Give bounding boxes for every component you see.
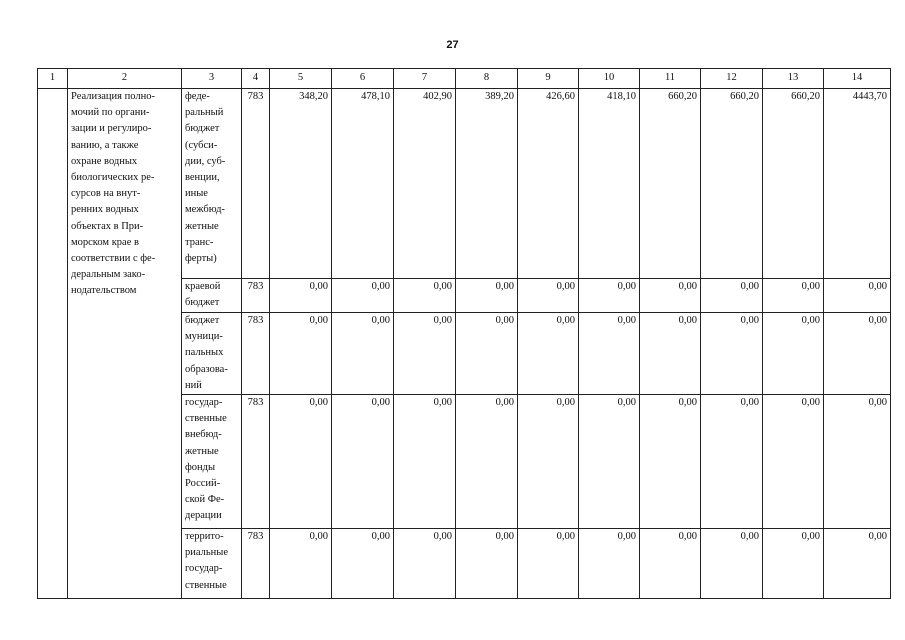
value-cell: 402,90 xyxy=(394,89,456,279)
budget-table xyxy=(37,68,891,599)
value-cell: 0,00 xyxy=(518,395,579,529)
value-cell: 0,00 xyxy=(640,279,701,313)
value-cell: 0,00 xyxy=(579,529,640,599)
value-cell: 0,00 xyxy=(332,529,394,599)
value-cell: 0,00 xyxy=(456,313,518,395)
funding-source-cell: террито- риальные государ- ственные xyxy=(182,529,242,599)
row-number-cell xyxy=(38,89,68,599)
value-cell: 0,00 xyxy=(394,313,456,395)
value-cell: 660,20 xyxy=(701,89,763,279)
code-cell: 783 xyxy=(242,313,270,395)
value-cell: 0,00 xyxy=(518,313,579,395)
value-cell: 0,00 xyxy=(456,529,518,599)
header-cell: 7 xyxy=(394,69,456,89)
value-cell: 0,00 xyxy=(270,395,332,529)
code-cell: 783 xyxy=(242,89,270,279)
header-cell: 1 xyxy=(38,69,68,89)
header-cell: 2 xyxy=(68,69,182,89)
value-cell: 478,10 xyxy=(332,89,394,279)
value-cell: 0,00 xyxy=(456,279,518,313)
measure-name-cell: Реализация полно- мочий по органи- зации и регулиро- ванию, а также охране водных биологических ре- сурсов на внут- ренних водных объектах в При- морском крае в соответствии с фе- деральным зако- нодательством xyxy=(68,89,182,599)
value-cell: 660,20 xyxy=(763,89,824,279)
header-cell: 13 xyxy=(763,69,824,89)
value-cell: 0,00 xyxy=(394,529,456,599)
header-cell: 10 xyxy=(579,69,640,89)
header-cell: 4 xyxy=(242,69,270,89)
value-cell: 0,00 xyxy=(763,279,824,313)
funding-source-cell: государ- ственные внебюд- жетные фонды Россий- ской Фе- дерации xyxy=(182,395,242,529)
value-cell: 0,00 xyxy=(763,313,824,395)
value-cell: 0,00 xyxy=(763,529,824,599)
value-cell: 0,00 xyxy=(701,313,763,395)
header-cell: 9 xyxy=(518,69,579,89)
value-cell: 0,00 xyxy=(824,529,891,599)
header-cell: 11 xyxy=(640,69,701,89)
value-cell: 0,00 xyxy=(640,395,701,529)
value-cell: 0,00 xyxy=(332,313,394,395)
page-number: 27 xyxy=(446,39,459,51)
value-cell: 0,00 xyxy=(394,279,456,313)
value-cell: 348,20 xyxy=(270,89,332,279)
value-cell: 0,00 xyxy=(824,313,891,395)
value-cell: 0,00 xyxy=(332,279,394,313)
value-cell: 0,00 xyxy=(640,313,701,395)
value-cell: 0,00 xyxy=(824,279,891,313)
value-cell: 0,00 xyxy=(701,529,763,599)
value-cell: 0,00 xyxy=(456,395,518,529)
code-cell: 783 xyxy=(242,279,270,313)
value-cell: 0,00 xyxy=(518,529,579,599)
value-cell: 0,00 xyxy=(579,395,640,529)
header-cell: 14 xyxy=(824,69,891,89)
funding-source-cell: краевой бюджет xyxy=(182,279,242,313)
value-cell: 0,00 xyxy=(763,395,824,529)
value-cell: 0,00 xyxy=(579,279,640,313)
value-cell: 389,20 xyxy=(456,89,518,279)
value-cell: 4443,70 xyxy=(824,89,891,279)
header-cell: 8 xyxy=(456,69,518,89)
value-cell: 0,00 xyxy=(824,395,891,529)
value-cell: 0,00 xyxy=(640,529,701,599)
value-cell: 0,00 xyxy=(701,395,763,529)
value-cell: 418,10 xyxy=(579,89,640,279)
table-row xyxy=(38,89,891,279)
value-cell: 660,20 xyxy=(640,89,701,279)
value-cell: 0,00 xyxy=(701,279,763,313)
value-cell: 0,00 xyxy=(270,313,332,395)
value-cell: 0,00 xyxy=(518,279,579,313)
code-cell: 783 xyxy=(242,395,270,529)
value-cell: 0,00 xyxy=(394,395,456,529)
funding-source-cell: феде- ральный бюджет (субси- дии, суб- венции, иные межбюд- жетные транс- ферты) xyxy=(182,89,242,279)
funding-source-cell: бюджет муници- пальных образова- ний xyxy=(182,313,242,395)
header-cell: 6 xyxy=(332,69,394,89)
header-cell: 5 xyxy=(270,69,332,89)
value-cell: 426,60 xyxy=(518,89,579,279)
header-row xyxy=(38,69,891,89)
value-cell: 0,00 xyxy=(579,313,640,395)
value-cell: 0,00 xyxy=(270,279,332,313)
header-cell: 3 xyxy=(182,69,242,89)
header-cell: 12 xyxy=(701,69,763,89)
value-cell: 0,00 xyxy=(270,529,332,599)
value-cell: 0,00 xyxy=(332,395,394,529)
code-cell: 783 xyxy=(242,529,270,599)
